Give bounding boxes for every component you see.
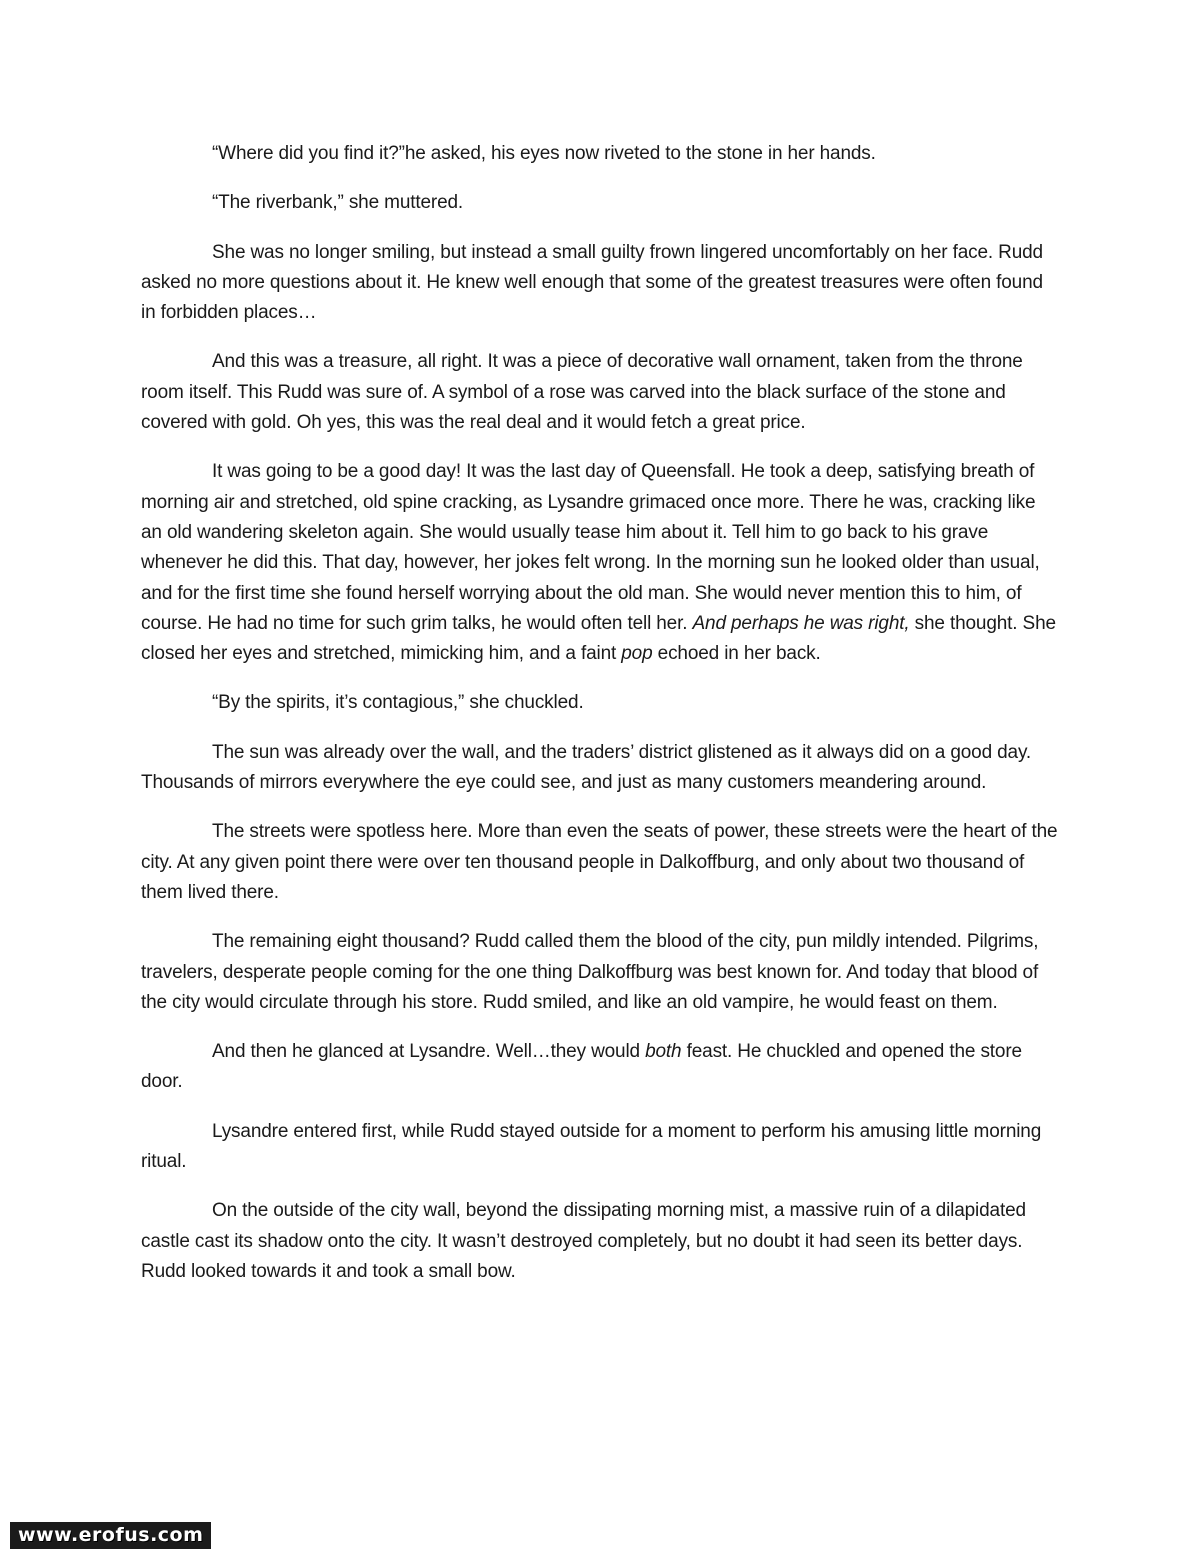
paragraph-7: The sun was already over the wall, and the traders’ district glistened as it always did on a good day. Thousands of mirrors everywhere the eye could see, and just as many customers meandering around.: [141, 741, 1032, 794]
paragraph-3: She was no longer smiling, but instead a small guilty frown lingered uncomfortably on her face. Rudd asked no more questions about it. He knew well enough that some of the greatest treasures were often found in forbidden places…: [141, 241, 1043, 324]
paragraph-11: Lysandre entered first, while Rudd stayed outside for a moment to perform his amusing little morning ritual.: [141, 1120, 1042, 1173]
paragraph-8: The streets were spotless here. More than even the seats of power, these streets were the heart of the city. At any given point there were over ten thousand people in Dalkoffburg, and only about two thousand of them lived there.: [141, 821, 1058, 903]
paragraph-12: On the outside of the city wall, beyond the dissipating morning mist, a massive ruin of a dilapidated castle cast its shadow onto the city. It wasn’t destroyed completely, but no doubt it had seen its better days. Rudd looked towards it and took a small bow.: [141, 1200, 1026, 1282]
watermark: www.erofus.com: [10, 1522, 211, 1549]
paragraph-5: It was going to be a good day! It was the last day of Queensfall. He took a deep, satisfying breath of morning air and stretched, old spine cracking, as Lysandre grimaced once more. There he was, cracking like an old wandering skeleton again. She would usually tease him about it. Tell him to go back to his grave whenever he did this. That day, however, her jokes felt wrong. In the morning sun he looked older than usual, and for the first time she found herself worrying about the old man. She would never mention this to him, of course. He had no time for such grim talks, he would often tell her. And perhaps he was right, she thought. She closed her eyes and stretched, mimicking him, and a faint pop echoed in her back.: [141, 461, 1056, 665]
italic-word: both: [645, 1041, 682, 1063]
paragraph-10: And then he glanced at Lysandre. Well…they would both feast. He chuckled and opened the store door.: [141, 1041, 1022, 1093]
paragraph-9: The remaining eight thousand? Rudd called them the blood of the city, pun mildly intended. Pilgrims, travelers, desperate people coming for the one thing Dalkoffburg was best known for. And today that blood of the city would circulate through his store. Rudd smiled, and like an old vampire, he would feast on them.: [141, 931, 1039, 1013]
document-body: [141, 139, 1061, 1306]
italic-word: pop: [621, 643, 653, 665]
paragraph-6: “By the spirits, it’s contagious,” she chuckled.: [212, 692, 584, 714]
paragraph-1: “Where did you find it?”he asked, his eyes now riveted to the stone in her hands.: [212, 143, 876, 164]
italic-phrase: And perhaps he was right,: [692, 612, 910, 634]
paragraph-2: “The riverbank,” she muttered.: [212, 192, 464, 214]
paragraph-4: And this was a treasure, all right. It was a piece of decorative wall ornament, taken from the throne room itself. This Rudd was sure of. A symbol of a rose was carved into the black surface of the stone and covered with gold. Oh yes, this was the real deal and it would fetch a great price.: [141, 351, 1023, 434]
